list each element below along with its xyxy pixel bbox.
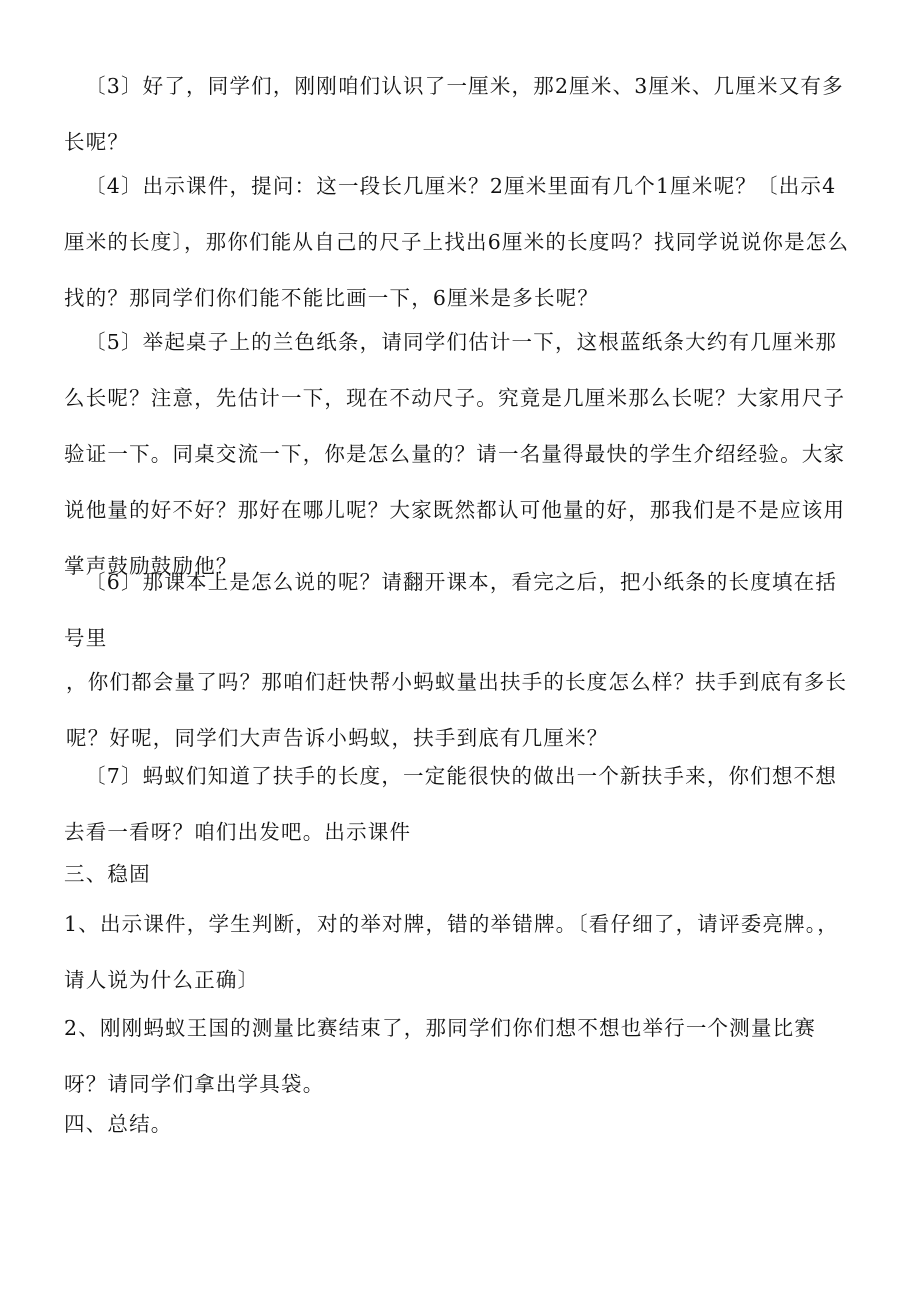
paragraph-step-4: 〔4〕出示课件，提问：这一段长几厘米？2厘米里面有几个1厘米呢？〔出示4厘米的长度〕，那你们能从自己的尺子上找出6厘米的长度吗？找同学说说你是怎么找的？那同学们你们能不能比画一下，6厘米是多长呢？	[64, 174, 850, 310]
paragraph-step-7: 〔7〕蚂蚁们知道了扶手的长度，一定能很快的做出一个新扶手来，你们想不想去看一看呀？咱们出发吧。出示课件	[64, 764, 838, 844]
paragraph-item-2: 2、刚刚蚂蚁王国的测量比赛结束了，那同学们你们想不想也举行一个测量比赛呀？请同学们拿出学具袋。	[64, 1016, 817, 1096]
paragraph-step-6: 〔6〕那课本上是怎么说的呢？请翻开课本，看完之后，把小纸条的长度填在括号里	[64, 570, 838, 650]
paragraph-step-5: 〔5〕举起桌子上的兰色纸条，请同学们估计一下，这根蓝纸条大约有几厘米那么长呢？注意，先估计一下，现在不动尺子。究竟是几厘米那么长呢？大家用尺子验证一下。同桌交流一下，你是怎么量的？请一名量得最快的学生介绍经验。大家说他量的好不好？那好在哪儿呢？大家既然都认可他量的好，那我们是不是应该用掌声鼓励鼓励他？	[64, 330, 846, 578]
paragraph-step-3: 〔3〕好了，同学们，刚刚咱们认识了一厘米，那2厘米、3厘米、几厘米又有多长呢？	[64, 74, 844, 154]
section-heading-consolidate: 三、稳固	[64, 862, 151, 886]
section-heading-summary: 四、总结。	[64, 1112, 173, 1136]
paragraph-item-1: 1、出示课件，学生判断，对的举对牌，错的举错牌。〔看仔细了，请评委亮牌。，请人说为什么正确〕	[64, 912, 839, 992]
paragraph-step-6-continued: ，你们都会量了吗？那咱们赶快帮小蚂蚁量出扶手的长度怎么样？扶手到底有多长呢？好呢，同学们大声告诉小蚂蚁，扶手到底有几厘米？	[66, 670, 848, 750]
